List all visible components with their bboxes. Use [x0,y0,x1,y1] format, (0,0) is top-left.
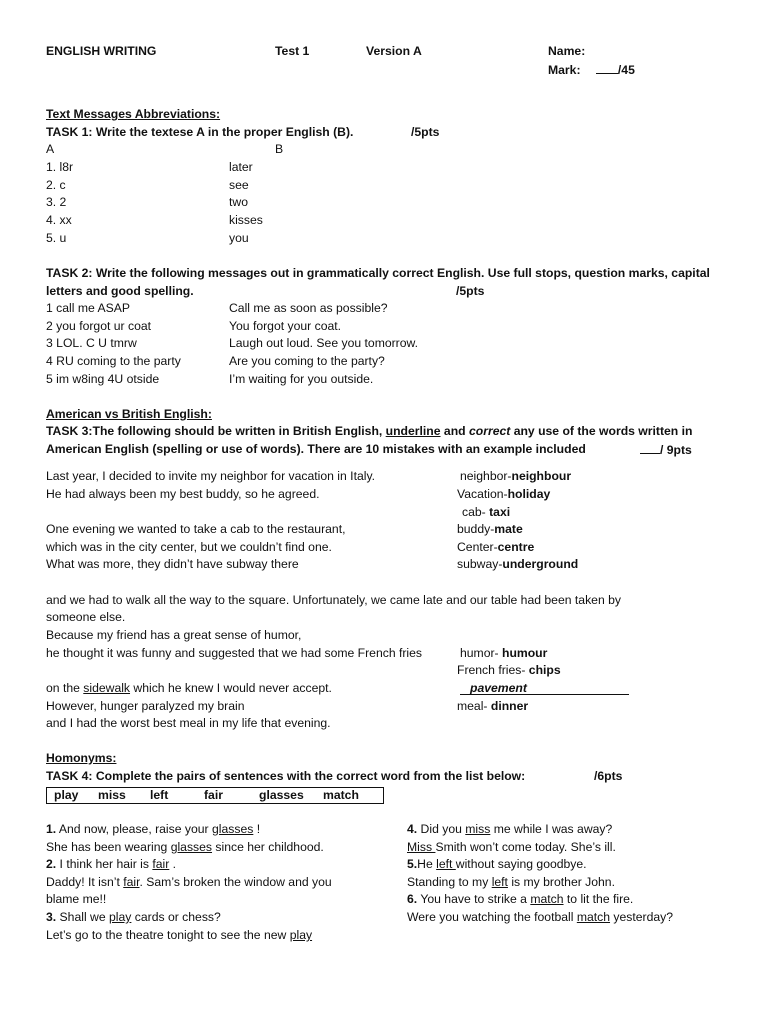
correction-uk: underground [502,557,579,571]
sentence [407,909,673,926]
correction-uk: humour [502,646,548,660]
task3-underline-word: underline [385,424,441,438]
sentence-number: 4. [407,822,418,836]
sentence-text: . [169,857,177,871]
correction-us: French fries- [457,663,529,677]
task3-blank [640,441,660,454]
word-option: match [323,788,359,802]
story-line: One evening we wanted to take a cab to the restaurant, [46,522,346,536]
section-heading-abbreviations: Text Messages Abbreviations: [46,107,221,121]
sentence-text: without saying goodbye. [455,857,587,871]
list-item-b: I’m waiting for you outside. [229,372,374,386]
correction-item [460,645,547,662]
sentence-number: 3. [46,910,57,924]
sentence [407,856,587,873]
word-option: left [150,788,169,802]
mark-blank [596,61,618,74]
list-item-b: Call me as soon as possible? [229,301,388,315]
correction-uk: dinner [490,699,529,713]
sentence [46,927,312,944]
list-item-a: 5 im w8ing 4U otside [46,372,160,386]
sentence [46,821,260,838]
correction-item [462,504,510,521]
sentence-number: 2. [46,857,57,871]
list-item-b: kisses [229,213,263,227]
correction-uk: neighbour [511,469,572,483]
answer-word: Miss [407,840,436,854]
task3-points: / 9pts [660,443,692,457]
word-option: play [54,788,79,802]
sentence-text: . Sam’s broken the window and you [139,875,332,889]
story-line: He had always been my best buddy, so he agreed. [46,487,320,501]
answer-word: glasses [170,840,213,854]
task3-text: any use of the words written in [510,424,693,438]
task2-title-line2: letters and good spelling. [46,284,194,298]
story-line: and I had the worst best meal in my life that evening. [46,716,331,730]
task3-text: TASK 3:The following should be written in British English, [46,424,386,438]
column-b-header: B [275,142,284,156]
list-item-a: 1. l8r [46,160,74,174]
story-line: Because my friend has a great sense of humor, [46,628,302,642]
correction-item [457,539,534,556]
sentence [407,821,612,838]
section-heading-american-british: American vs British English: [46,407,212,421]
list-item-b: you [229,231,249,245]
list-item-a: 3. 2 [46,195,67,209]
task2-points: /5pts [456,284,485,298]
correction-item [457,662,561,679]
sentence-text: You have to strike a [417,892,531,906]
correction-item [460,468,571,485]
sentence [407,874,615,891]
sentence-text: Were you watching the football [407,910,577,924]
story-text: which he knew I would never accept. [130,681,332,695]
section-heading-homonyms: Homonyms: [46,751,117,765]
correction-us: buddy- [457,522,495,536]
list-item-b: You forgot your coat. [229,319,342,333]
sentence-text: He [417,857,437,871]
mark-field [548,61,635,79]
correction-item [457,556,578,573]
correction-us: humor- [460,646,502,660]
story-line: However, hunger paralyzed my brain [46,699,245,713]
correction-item [457,521,523,538]
sentence: blame me!! [46,892,107,906]
task1-title: TASK 1: Write the textese A in the proper English (B). [46,125,354,139]
list-item-a: 5. u [46,231,67,245]
sentence-text: I think her hair is [56,857,153,871]
correction-us: subway- [457,557,503,571]
column-a-header: A [46,142,55,156]
sentence [46,874,332,891]
sentence [46,909,221,926]
sentence-text: Shall we [56,910,110,924]
sentence-text: is my brother John. [507,875,615,889]
sentence-text: yesterday? [610,910,674,924]
answer-word: miss [465,822,491,836]
sentence-text: Daddy! It isn’t [46,875,124,889]
story-line: which was in the city center, but we couldn’t find one. [46,540,332,554]
sentence-number: 6. [407,892,418,906]
sentence-text: Standing to my [407,875,492,889]
correction-us: Center- [457,540,498,554]
sentence [407,839,616,856]
mark-label: Mark: [548,63,581,77]
sentence-text: to lit the fire. [563,892,634,906]
correction-uk: chips [528,663,561,677]
test-number: Test 1 [275,44,310,58]
task3-title-line2: American English (spelling or use of words). There are 10 mistakes with an example included [46,442,586,456]
answer-word: left [436,857,456,871]
word-option: fair [204,788,223,802]
answer-word: match [576,910,611,924]
story-line [46,680,332,697]
answer-word: glasses [212,822,254,836]
story-line: someone else. [46,610,126,624]
list-item-a: 2 you forgot ur coat [46,319,152,333]
mark-total: /45 [617,63,635,77]
correction-uk: holiday [507,487,551,501]
sentence-text: Let’s go to the theatre tonight to see the new [46,928,290,942]
task3-title-line1 [46,423,692,440]
list-item-b: two [229,195,248,209]
task1-points: /5pts [411,125,440,139]
list-item-a: 4 RU coming to the party [46,354,181,368]
correction-uk: mate [494,522,523,536]
sentence-text: And now, please, raise your [56,822,212,836]
sentence-text: Did you [417,822,466,836]
answer-word: play [289,928,313,942]
test-version: Version A [366,44,422,58]
answer-word: play [109,910,132,924]
sentence [46,839,324,856]
sentence-text: ! [253,822,261,836]
task2-title-line1: TASK 2: Write the following messages out in grammatically correct English. Use full stops, question marks, capital [46,266,710,280]
list-item-b: see [229,178,249,192]
task4-title: TASK 4: Complete the pairs of sentences with the correct word from the list below: [46,769,526,783]
sentence-text: She has been wearing [46,840,171,854]
task3-text: and [440,424,469,438]
correction-us: cab- [462,505,490,519]
answer-word: left [491,875,508,889]
task3-points-field [640,441,692,459]
sentence [407,891,633,908]
list-item-a: 4. xx [46,213,72,227]
task4-points: /6pts [594,769,623,783]
story-line: and we had to walk all the way to the square. Unfortunately, we came late and our table had been taken by [46,593,621,607]
correction-us: Vacation- [457,487,508,501]
name-label: Name: [548,44,586,58]
list-item-b: Laugh out loud. See you tomorrow. [229,336,419,350]
sentence-number: 5. [407,857,418,871]
correction-us: neighbor- [460,469,512,483]
subject-title: ENGLISH WRITING [46,44,157,58]
sentence [46,856,176,873]
sentence-text: cards or chess? [131,910,221,924]
word-list-box [46,787,384,804]
sentence-number: 1. [46,822,57,836]
correction-item [457,486,550,503]
list-item-a: 1 call me ASAP [46,301,130,315]
task3-correct-word: correct [468,424,511,438]
correction-item [457,698,528,715]
list-item-b: later [229,160,253,174]
sentence-text: since her childhood. [212,840,324,854]
list-item-b: Are you coming to the party? [229,354,385,368]
answer-word: match [530,892,564,906]
correction-uk: centre [497,540,535,554]
story-line: Last year, I decided to invite my neighbor for vacation in Italy. [46,469,376,483]
story-text: on the [46,681,84,695]
correction-uk: taxi [489,505,511,519]
word-option: miss [98,788,126,802]
correction-uk: pavement [470,681,527,695]
list-item-a: 2. c [46,178,66,192]
correction-us: meal- [457,699,491,713]
answer-word: fair [123,875,140,889]
list-item-a: 3 LOL. C U tmrw [46,336,137,350]
story-line: he thought it was funny and suggested that we had some French fries [46,646,423,660]
word-option: glasses [259,788,304,802]
sentence-text: me while I was away? [490,822,613,836]
story-line: What was more, they didn’t have subway there [46,557,299,571]
answer-word: fair [152,857,170,871]
sentence-text: Smith won’t come today. She’s ill. [435,840,616,854]
story-underlined-word: sidewalk [83,681,131,695]
